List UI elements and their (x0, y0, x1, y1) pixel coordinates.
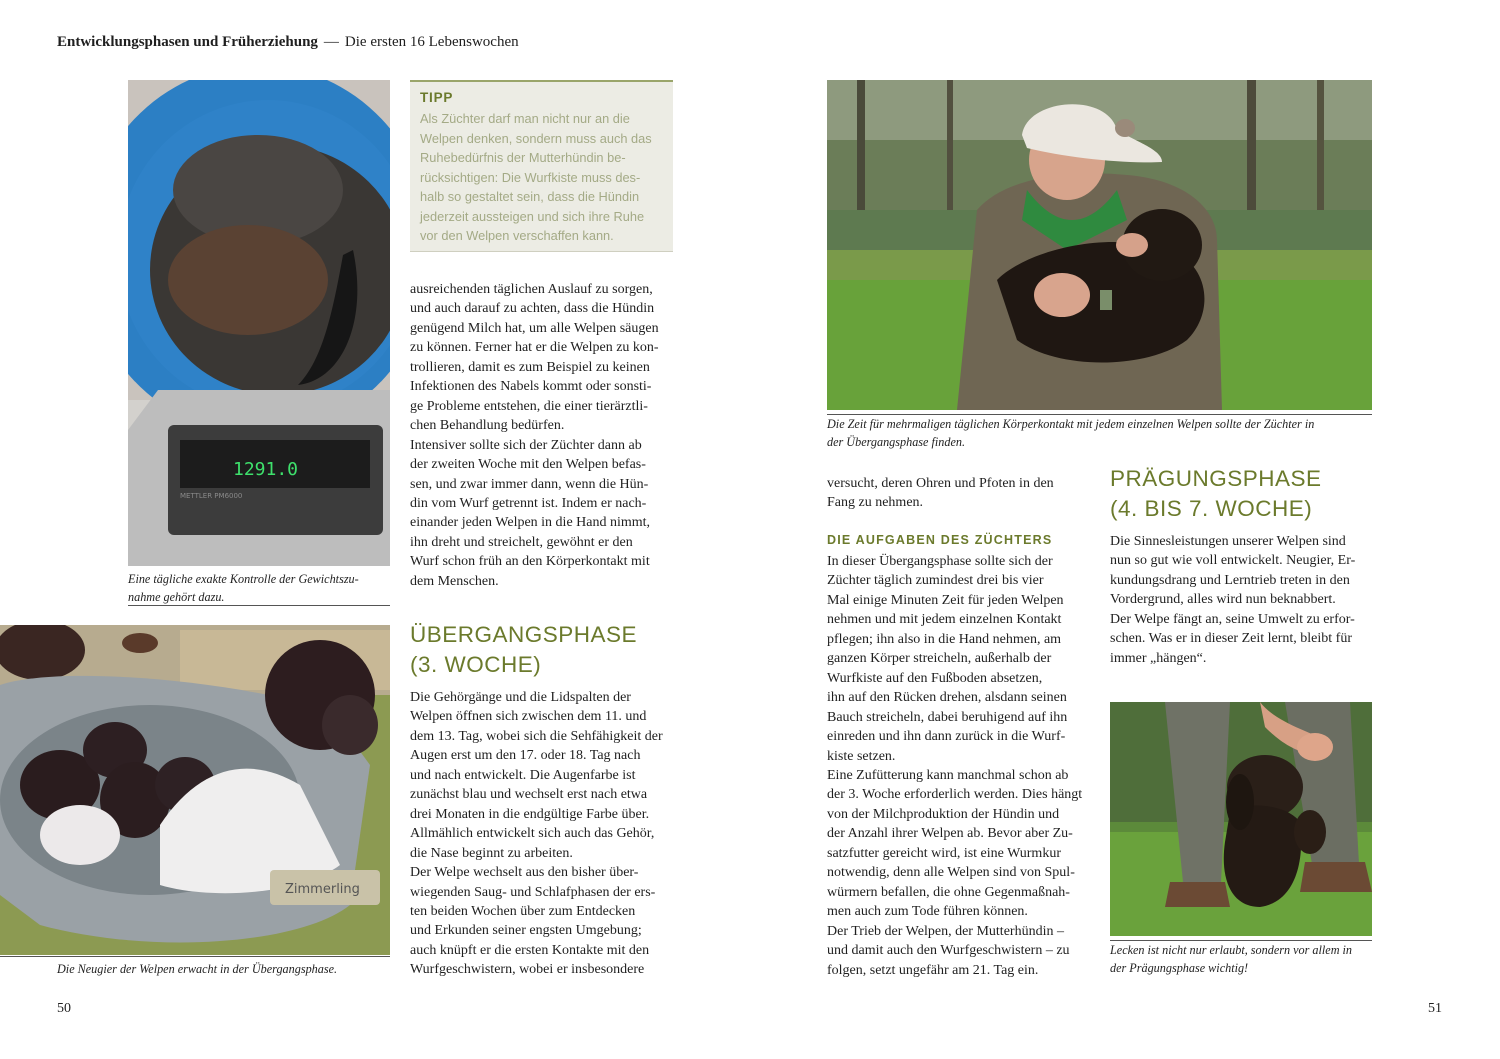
body-line: schen. Was er in dieser Zeit lernt, bleibt für (1110, 631, 1352, 647)
body-line: genügend Milch hat, um alle Welpen säugen (410, 320, 659, 336)
heading-line: ÜBERGANGSPHASE (410, 622, 638, 647)
caption-line: der Übergangsphase finden. (827, 434, 965, 449)
body-text-aufgaben (827, 552, 1102, 980)
body-text-uebergang (410, 688, 680, 980)
body-line: In dieser Übergangsphase sollte sich der (827, 554, 1053, 569)
body-line: Die Sinnesleistungen unserer Welpen sind (1110, 534, 1346, 549)
caption-rule (827, 414, 1372, 415)
body-line: din vom Wurf getrennt ist. Indem er nach- (410, 495, 647, 511)
body-line: Intensiver sollte sich der Züchter dann ab (410, 437, 642, 453)
caption-man (827, 416, 1387, 451)
body-text-praegung (1110, 532, 1385, 668)
caption-licking (1110, 942, 1385, 977)
caption-line: der Prägungsphase wichtig! (1110, 960, 1249, 975)
photo-puppy-licking-hand (1110, 702, 1372, 936)
body-line: kundungsdrang und Lerntrieb treten in den (1110, 572, 1350, 588)
tip-title: TIPP (420, 90, 454, 105)
tip-box (410, 80, 673, 252)
body-line: auch knüpft er die ersten Kontakte mit den (410, 942, 650, 958)
body-line: Vordergrund, alles wird nun beknabbert. (1110, 592, 1336, 608)
body-line: ihn dreht und streichelt, gewöhnt er den (410, 534, 633, 550)
body-line: Der Welpe fängt an, seine Umwelt zu erfor- (1110, 611, 1355, 627)
body-line: Augen erst um den 17. oder 18. Tag nach (410, 748, 641, 764)
body-line: der zweiten Woche mit den Welpen befas- (410, 457, 646, 473)
body-line: zu können. Ferner hat er die Welpen zu kon- (410, 340, 659, 356)
body-line: dem Menschen. (410, 573, 499, 589)
heading-aufgaben-des-zuechters: DIE AUFGABEN DES ZÜCHTERS (827, 533, 1053, 547)
body-line: Welpen öffnen sich zwischen dem 11. und (410, 709, 647, 725)
body-line: kiste setzen. (827, 748, 896, 764)
heading-uebergangsphase (410, 620, 637, 680)
body-line: Eine Zufütterung kann manchmal schon ab (827, 767, 1069, 783)
body-line: ihn auf den Rücken drehen, alsdann seinen (827, 690, 1067, 706)
body-line: versucht, deren Ohren und Pfoten in den (827, 476, 1054, 491)
body-line: zunächst blau und wechselt erst nach etwa (410, 787, 648, 803)
body-line: und Erkunden seiner engsten Umgebung; (410, 923, 642, 939)
tip-line: Als Züchter darf man nicht nur an die (420, 111, 630, 126)
body-line: drei Monaten in die endgültige Farbe über. (410, 806, 650, 822)
tip-line: rücksichtigen: Die Wurfkiste muss des- (420, 169, 641, 185)
tip-line: vor den Welpen verschaffen kann. (420, 228, 614, 243)
body-line: und auch darauf zu achten, dass die Hündin (410, 301, 655, 317)
body-line: chen Behandlung bedürfen. (410, 418, 565, 434)
body-line: Mal einige Minuten Zeit für jeden Welpen (827, 592, 1064, 608)
body-line: ten beiden Wochen über zum Entdecken (410, 903, 636, 919)
body-line: nun so gut wie voll entwickelt. Neugier, Er- (1110, 553, 1356, 569)
body-line: men auch zum Tode führen können. (827, 904, 1028, 920)
body-line: pflegen; ihn also in die Hand nehmen, am (827, 631, 1062, 647)
page-number-right: 51 (1428, 1001, 1442, 1016)
body-line: wiegenden Saug- und Schlafphasen der ers- (410, 884, 656, 900)
body-line: trollieren, damit es zum Beispiel zu keinen (410, 359, 650, 375)
caption-line: Eine tägliche exakte Kontrolle der Gewichtszu- (128, 572, 359, 586)
body-line: Züchter täglich zumindest drei bis vier (827, 573, 1044, 589)
caption-scale (128, 571, 393, 606)
header-separator: — (323, 34, 339, 50)
scale-display-reading: 1291.0 (233, 459, 299, 480)
body-line: nehmen und mit jedem einzelnen Kontakt (827, 612, 1062, 628)
body-line: einreden und ihn dann zurück in die Wurf- (827, 729, 1066, 745)
body-line: dem 13. Tag, wobei sich die Sehfähigkeit der (410, 728, 663, 744)
tip-text (420, 109, 670, 246)
body-line: der Anzahl ihrer Welpen ab. Bevor aber Zu- (827, 826, 1073, 842)
photo-puppies-in-tub (0, 625, 390, 955)
caption-tub (57, 961, 390, 979)
heading-line: (3. WOCHE) (410, 652, 542, 677)
heading-line: PRÄGUNGSPHASE (1110, 466, 1322, 491)
body-line: würmern befallen, die ohne Gegenmaßnah- (827, 884, 1070, 900)
caption-line: Die Neugier der Welpen erwacht in der Übergangsphase. (57, 962, 338, 976)
tip-line: Ruhebedürfnis der Mutterhündin be- (420, 150, 626, 165)
body-line: notwendig, denn alle Welpen sind von Spul- (827, 865, 1075, 881)
caption-line: nahme gehört dazu. (128, 589, 225, 604)
tip-line: jederzeit aussteigen und sich ihre Ruhe (420, 208, 645, 224)
body-line: Wurfgeschwistern, wobei er insbesondere (410, 962, 645, 978)
photo-man-hugging-puppy (827, 80, 1372, 410)
body-line: Der Welpe wechselt aus den bisher über- (410, 865, 639, 881)
caption-rule (1110, 940, 1372, 941)
body-text-col2-top (410, 280, 680, 591)
caption-line: Lecken ist nicht nur erlaubt, sondern vor allem in (1110, 943, 1353, 957)
body-line: folgen, setzt ungefähr am 21. Tag ein. (827, 962, 1039, 978)
body-line: Die Gehörgänge und die Lidspalten der (410, 690, 631, 705)
body-line: satzfutter gereicht wird, ist eine Wurmkur (827, 845, 1061, 861)
body-line: Infektionen des Nabels kommt oder sonsti- (410, 379, 652, 395)
body-line: der 3. Woche erforderlich werden. Dies hängt (827, 787, 1083, 803)
body-line: und nach entwickelt. Die Augenfarbe ist (410, 767, 636, 783)
body-line: und damit auch den Wurfgeschwistern – zu (827, 943, 1070, 959)
tub-lettering: Zimmerling (285, 882, 360, 897)
caption-rule (128, 605, 390, 606)
scale-brand-label: METTLER PM6000 (180, 492, 243, 500)
body-line: immer „hängen“. (1110, 650, 1207, 666)
chapter-title: Entwicklungsphasen und Früherziehung (57, 34, 318, 50)
body-text-col3-top (827, 474, 1097, 513)
body-line: Bauch streicheln, dabei beruhigend auf ihn (827, 709, 1068, 725)
tip-line: Welpen denken, sondern muss auch das (420, 130, 652, 146)
body-line: Fang zu nehmen. (827, 495, 924, 511)
body-line: einander jeden Welpen in die Hand nimmt, (410, 515, 651, 531)
tip-line: halb so gestaltet sein, dass die Hündin (420, 189, 640, 204)
body-line: Wurf schon früh an den Körperkontakt mit (410, 554, 650, 570)
body-line: Allmählich entwickelt sich auch das Gehör, (410, 826, 655, 842)
body-line: von der Milchproduktion der Hündin und (827, 806, 1060, 822)
section-title: Die ersten 16 Lebenswochen (344, 34, 519, 50)
body-line: Der Trieb der Welpen, der Mutterhündin – (827, 923, 1064, 939)
body-line: sen, und zwar immer dann, wenn die Hün- (410, 476, 649, 492)
caption-rule (0, 956, 390, 957)
page-number-left: 50 (57, 1001, 71, 1016)
body-line: Wurfkiste auf den Fußboden absetzen, (827, 670, 1043, 686)
running-header (57, 34, 519, 51)
body-line: ganzen Körper streicheln, außerhalb der (827, 651, 1052, 667)
body-line: ge Probleme entstehen, die einer tierärztli- (410, 398, 648, 414)
body-line: ausreichenden täglichen Auslauf zu sorgen, (410, 282, 653, 297)
photo-puppy-on-scale (128, 80, 390, 566)
heading-line: (4. BIS 7. WOCHE) (1110, 496, 1313, 521)
caption-line: Die Zeit für mehrmaligen täglichen Körperkontakt mit jedem einzelnen Welpen sollte der Züchter in (827, 417, 1315, 431)
heading-praegungsphase (1110, 464, 1322, 524)
body-line: die Nase beginnt zu arbeiten. (410, 845, 573, 861)
